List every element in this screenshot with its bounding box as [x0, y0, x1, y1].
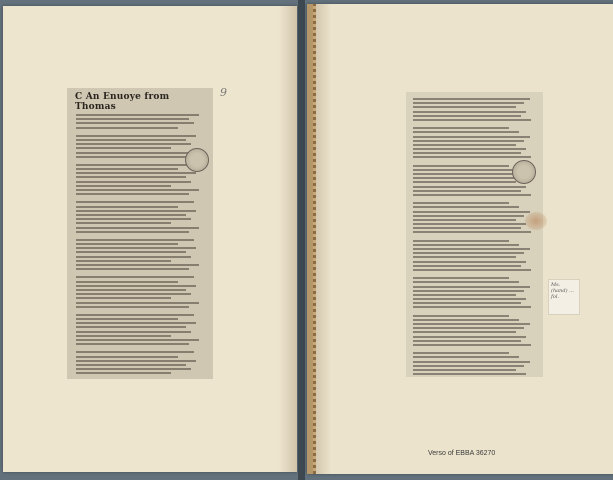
text-line: [413, 111, 526, 113]
text-line: [76, 276, 194, 278]
text-line: [76, 156, 189, 158]
text-line: [76, 135, 196, 137]
text-line: [76, 351, 194, 353]
right-broadside-sheet: [406, 92, 543, 377]
ornament-seal: [185, 148, 209, 172]
text-line: [413, 319, 519, 321]
text-line: [413, 248, 530, 250]
text-line: [413, 327, 524, 329]
text-line: [76, 206, 178, 208]
text-line: [76, 176, 186, 178]
text-line: [76, 314, 194, 316]
text-line: [76, 293, 191, 295]
text-line: [76, 289, 186, 291]
text-line: [413, 365, 524, 367]
text-line: [76, 335, 171, 337]
text-line: [413, 231, 531, 233]
text-line: [76, 127, 178, 129]
text-line: [413, 240, 509, 242]
text-line: [413, 281, 519, 283]
text-line: [413, 252, 524, 254]
text-line: [76, 139, 186, 141]
text-line: [413, 323, 530, 325]
text-line: [76, 302, 199, 304]
text-line: [413, 115, 521, 117]
text-line: [413, 169, 519, 171]
text-line: [413, 261, 526, 263]
text-line: [76, 193, 189, 195]
text-line: [413, 227, 521, 229]
text-line: [413, 136, 530, 138]
text-line: [413, 302, 521, 304]
text-line: [413, 294, 516, 296]
text-line: [413, 290, 524, 292]
text-line: [76, 268, 189, 270]
text-line: [413, 219, 516, 221]
text-line: [76, 181, 191, 183]
text-line: [76, 247, 196, 249]
text-line: [413, 315, 509, 317]
text-line: [76, 368, 191, 370]
text-line: [76, 210, 196, 212]
text-line: [76, 322, 196, 324]
text-line: [76, 343, 189, 345]
text-line: [413, 98, 530, 100]
text-line: [76, 164, 194, 166]
text-line: [76, 185, 171, 187]
text-line: [413, 340, 521, 342]
text-line: [76, 243, 178, 245]
text-line: [76, 256, 191, 258]
text-line: [76, 231, 189, 233]
manuscript-note-slip: [548, 279, 580, 315]
broadside-verso-text-block: [406, 98, 543, 377]
text-line: [413, 306, 531, 308]
text-line: [76, 201, 194, 203]
text-line: [76, 297, 171, 299]
text-line: [413, 102, 524, 104]
text-line: [413, 165, 509, 167]
text-line: [413, 352, 509, 354]
text-line: [76, 143, 191, 145]
text-line: [413, 202, 509, 204]
text-line: [76, 152, 199, 154]
text-line: [413, 152, 521, 154]
text-line: [413, 277, 509, 279]
text-line: [413, 156, 531, 158]
text-line: [76, 227, 199, 229]
text-line: [413, 177, 524, 179]
text-line: [76, 239, 194, 241]
text-line: [76, 122, 194, 124]
text-line: [76, 218, 191, 220]
text-line: [76, 172, 196, 174]
text-line: [413, 206, 519, 208]
text-line: [76, 189, 199, 191]
text-line: [413, 298, 526, 300]
text-line: [413, 127, 509, 129]
text-line: [76, 318, 178, 320]
pencil-folio-mark: 9: [220, 86, 227, 99]
text-line: [413, 186, 526, 188]
binding-edge: [313, 4, 316, 474]
book-gutter: [298, 0, 305, 480]
text-line: [413, 144, 516, 146]
text-line: [76, 147, 171, 149]
text-line: [413, 131, 519, 133]
text-line: [413, 356, 519, 358]
text-line: [413, 194, 531, 196]
text-line: [76, 260, 171, 262]
text-line: [413, 369, 516, 371]
text-line: [76, 326, 186, 328]
text-line: [413, 244, 519, 246]
text-line: [76, 251, 186, 253]
note-slip-text: Ms. (hand) ... fol.: [551, 282, 574, 300]
text-line: [413, 256, 516, 258]
text-line: [413, 148, 526, 150]
text-line: [413, 286, 530, 288]
text-line: [413, 106, 516, 108]
ornament-seal-verso: [512, 160, 536, 184]
text-line: [76, 285, 196, 287]
text-line: [413, 269, 531, 271]
text-line: [76, 114, 199, 116]
text-line: [76, 372, 171, 374]
text-line: [76, 264, 199, 266]
text-line: [76, 364, 186, 366]
text-line: [413, 181, 516, 183]
text-line: [76, 222, 171, 224]
text-line: [76, 339, 199, 341]
text-line: [413, 336, 526, 338]
text-line: [413, 211, 530, 213]
text-line: [413, 344, 531, 346]
text-line: [76, 168, 178, 170]
text-line: [76, 281, 178, 283]
text-line: [76, 331, 191, 333]
text-line: [413, 265, 521, 267]
left-broadside-sheet: [67, 88, 213, 379]
text-line: [413, 361, 530, 363]
text-line: [76, 214, 186, 216]
broadside-title: C An Enuoye from Thomas: [75, 92, 170, 112]
stanza-gap: [76, 377, 204, 380]
text-line: [413, 140, 524, 142]
text-line: [413, 119, 531, 121]
left-page-fold-shadow: [279, 6, 297, 472]
text-line: [76, 356, 178, 358]
paper-stain: [525, 212, 547, 230]
text-line: [76, 360, 196, 362]
text-line: [413, 373, 526, 375]
text-line: [413, 223, 526, 225]
text-line: [413, 215, 524, 217]
page-caption: Verso of EBBA 36270: [428, 450, 496, 457]
text-line: [76, 306, 189, 308]
text-line: [413, 331, 516, 333]
text-line: [76, 118, 189, 120]
text-line: [413, 190, 521, 192]
